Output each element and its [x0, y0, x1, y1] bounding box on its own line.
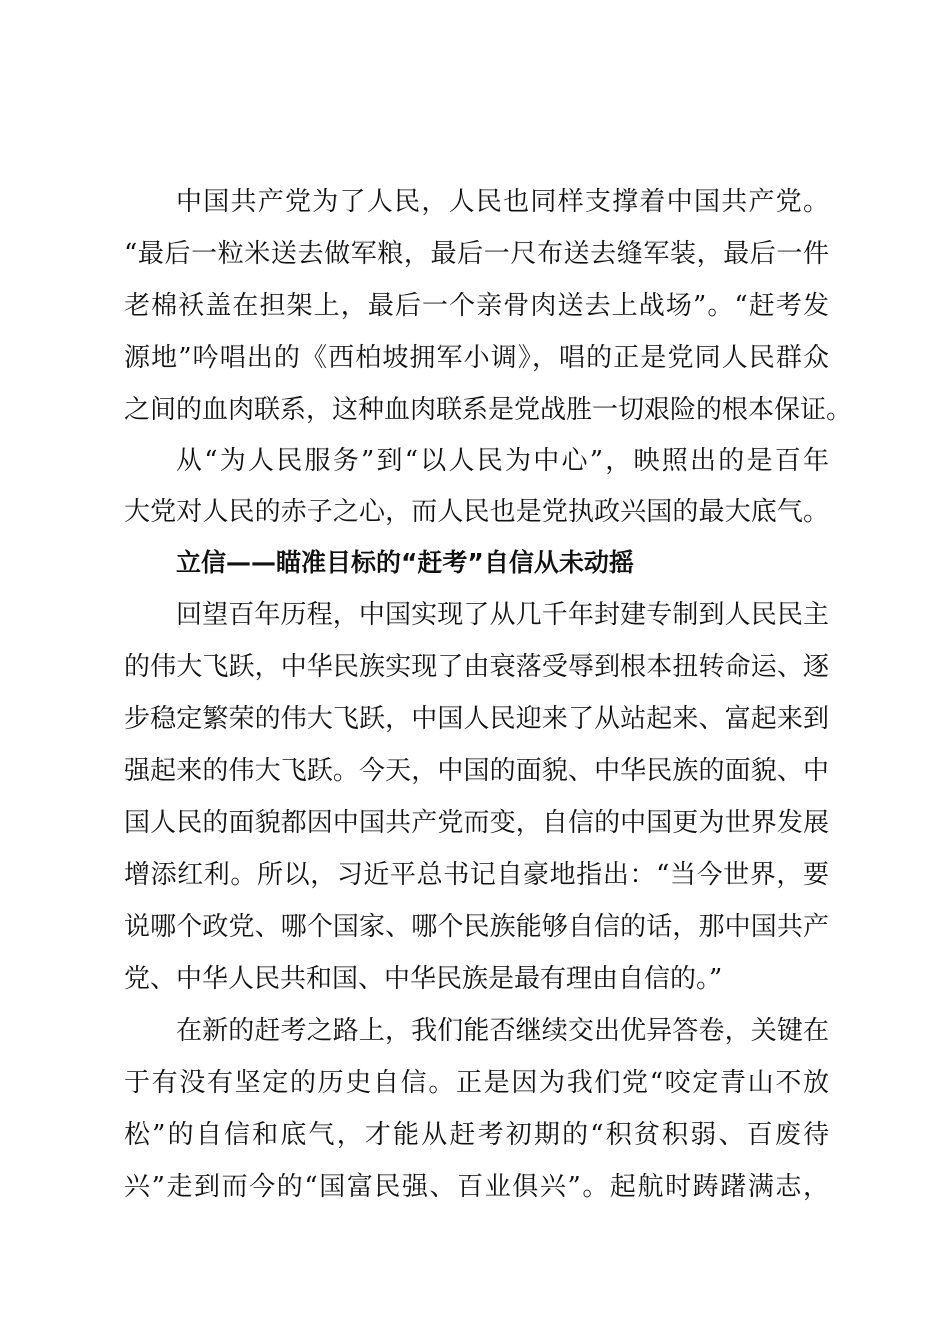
paragraph-2-line-1: 从“为人民服务”到“以人民为中心”，映照出的是百年 [176, 446, 829, 476]
paragraph-4-line-1: 在新的赶考之路上，我们能否继续交出优异答卷，关键在 [176, 1016, 829, 1046]
section-heading: 立信——瞄准目标的“赶考”自信从未动摇 [176, 548, 634, 577]
paragraph-1-line-5: 之间的血肉联系，这种血肉联系是党战胜一切艰险的根本保证。 [124, 395, 853, 425]
paragraph-1-line-4: 源地”吟唱出的《西柏坡拥军小调》，唱的正是党同人民群众 [124, 343, 829, 373]
paragraph-4-line-2: 于有没有坚定的历史自信。正是因为我们党“咬定青山不放 [124, 1068, 829, 1098]
paragraph-3-line-3: 步稳定繁荣的伟大飞跃，中国人民迎来了从站起来、富起来到 [124, 704, 829, 734]
paragraph-3-line-8: 党、中华人民共和国、中华民族是最有理由自信的。” [124, 964, 723, 994]
paragraph-2-line-2: 大党对人民的赤子之心，而人民也是党执政兴国的最大底气。 [124, 497, 829, 527]
paragraph-3-line-2: 的伟大飞跃，中华民族实现了由衰落受辱到根本扭转命运、逐 [124, 652, 829, 682]
paragraph-3-line-6: 增添红利。所以，习近平总书记自豪地指出：“当今世界，要 [124, 860, 829, 890]
paragraph-4-line-4: 兴”走到而今的“国富民强、百业俱兴”。起航时踌躇满志， [124, 1172, 829, 1202]
paragraph-3-line-7: 说哪个政党、哪个国家、哪个民族能够自信的话，那中国共产 [124, 912, 829, 942]
paragraph-1-line-3: 老棉袄盖在担架上，最后一个亲骨肉送去上战场”。“赶考发 [124, 291, 829, 321]
paragraph-1-line-1: 中国共产党为了人民，人民也同样支撑着中国共产党。 [176, 187, 829, 217]
paragraph-1-line-2: “最后一粒米送去做军粮，最后一尺布送去缝军装，最后一件 [124, 239, 829, 269]
paragraph-3-line-4: 强起来的伟大飞跃。今天，中国的面貌、中华民族的面貌、中 [124, 756, 829, 786]
paragraph-3-line-5: 国人民的面貌都因中国共产党而变，自信的中国更为世界发展 [124, 808, 829, 838]
paragraph-4-line-3: 松”的自信和底气，才能从赶考初期的“积贫积弱、百废待 [124, 1120, 829, 1150]
paragraph-3-line-1: 回望百年历程，中国实现了从几千年封建专制到人民民主 [176, 600, 829, 630]
